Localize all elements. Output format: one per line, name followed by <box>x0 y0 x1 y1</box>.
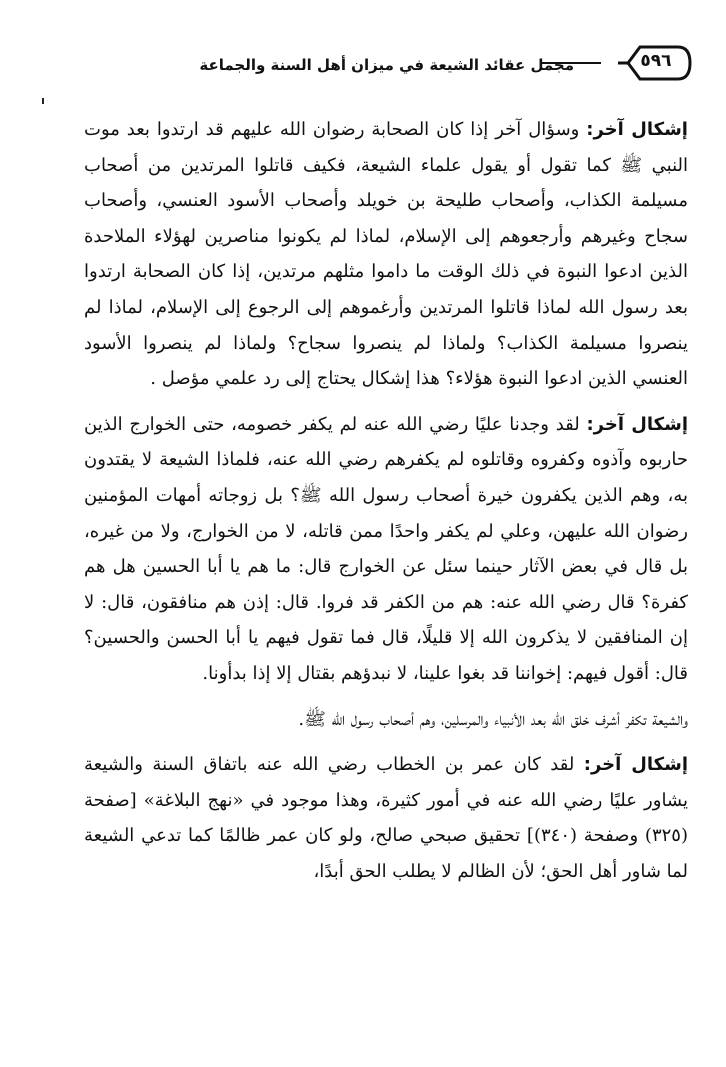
page-number: ٥٩٦ <box>640 51 672 71</box>
paragraph-text: والشيعة تكفر أشرف خلق الله بعد الأنبياء والمرسلين، وهم أصحاب رسول الله ﷺ. <box>298 708 688 730</box>
paragraph-text: لقد وجدنا عليًا رضي الله عنه لم يكفر خصومه، حتى الخوارج الذين حاربوه وآذوه وكفروه وقاتلوه لم يكفرهم رضي الله عنه، فلماذا الشيعة لا يقتدون به، وهم الذين يكفرون خيرة أصحاب رسول الله ﷺ؟ بل زوجاته أمهات المؤمنين رضوان الله عليهن، وعلي لم يكفر واحدًا ممن قاتله، لا من الخوارج، ولا من غيره، بل قال في بعض الآثار حينما سئل عن الخوارج قال: ما هم يا أبا الحسين هل هم كفرة؟ قال رضي الله عنه: هم من الكفر قد فروا. قال: إذن هم منافقون، قال: لا إن المنافقين لا يذكرون الله إلا قليلًا، قال فما تقول فيهم يا أبا الحسن والحسين؟ قال: أقول فيهم: إخواننا قد بغوا علينا، لا نبدؤهم بقتال إلا إذا بدأونا. <box>84 413 688 684</box>
paragraph-lead: إشكال آخر: <box>586 119 688 140</box>
paragraph-lead: إشكال آخر: <box>583 754 688 776</box>
paragraph-1 <box>84 112 688 397</box>
paragraph-2 <box>84 407 688 692</box>
running-title: مجمل عقائد الشيعة في ميزان أهل السنة والجماعة <box>199 56 574 74</box>
paragraph-text: لقد كان عمر بن الخطاب رضي الله عنه باتفاق السنة والشيعة يشاور عليًا رضي الله عنه في أمور كثيرة، وهذا موجود في «نهج البلاغة» [صفحة (٣٢٥) وصفحة (٣٤٠)] تحقيق صبحي صالح، ولو كان عمر ظالمًا كما تدعي الشيعة لما شاور أهل الحق؛ لأن الظالم لا يطلب الحق أبدًا، <box>84 754 688 882</box>
page-number-badge <box>618 42 694 84</box>
paragraph-text: وسؤال آخر إذا كان الصحابة رضوان الله عليهم قد ارتدوا بعد موت النبي ﷺ كما تقول أو يقول علماء الشيعة، فكيف قاتلوا المرتدين من أصحاب مسيلمة الكذاب، وأصحاب طليحة بن خويلد وأصحاب الأسود العنسي، وأصحاب سجاح وغيرهم وأرجعوهم إلى الإسلام، لماذا لم يكونوا مناصرين لهؤلاء الملاحدة الذين ادعوا النبوة في ذلك الوقت ما داموا مثلهم مرتدين، إذا كان الصحابة ارتدوا بعد رسول الله لماذا قاتلوا المرتدين وأرغموهم إلى الرجوع إلى الإسلام، لماذا لم ينصروا مسيلمة الكذاب؟ ولماذا لم ينصروا سجاح؟ ولماذا لم ينصروا الأسود العنسي الذين ادعوا النبوة هؤلاء؟ هذا إشكال يحتاج إلى رد علمي مؤصل . <box>84 119 688 390</box>
page-header <box>40 34 694 98</box>
paragraph-3 <box>84 702 688 738</box>
margin-mark <box>42 98 44 104</box>
page-body <box>84 112 688 889</box>
paragraph-lead: إشكال آخر: <box>586 413 688 435</box>
paragraph-4 <box>84 747 688 889</box>
